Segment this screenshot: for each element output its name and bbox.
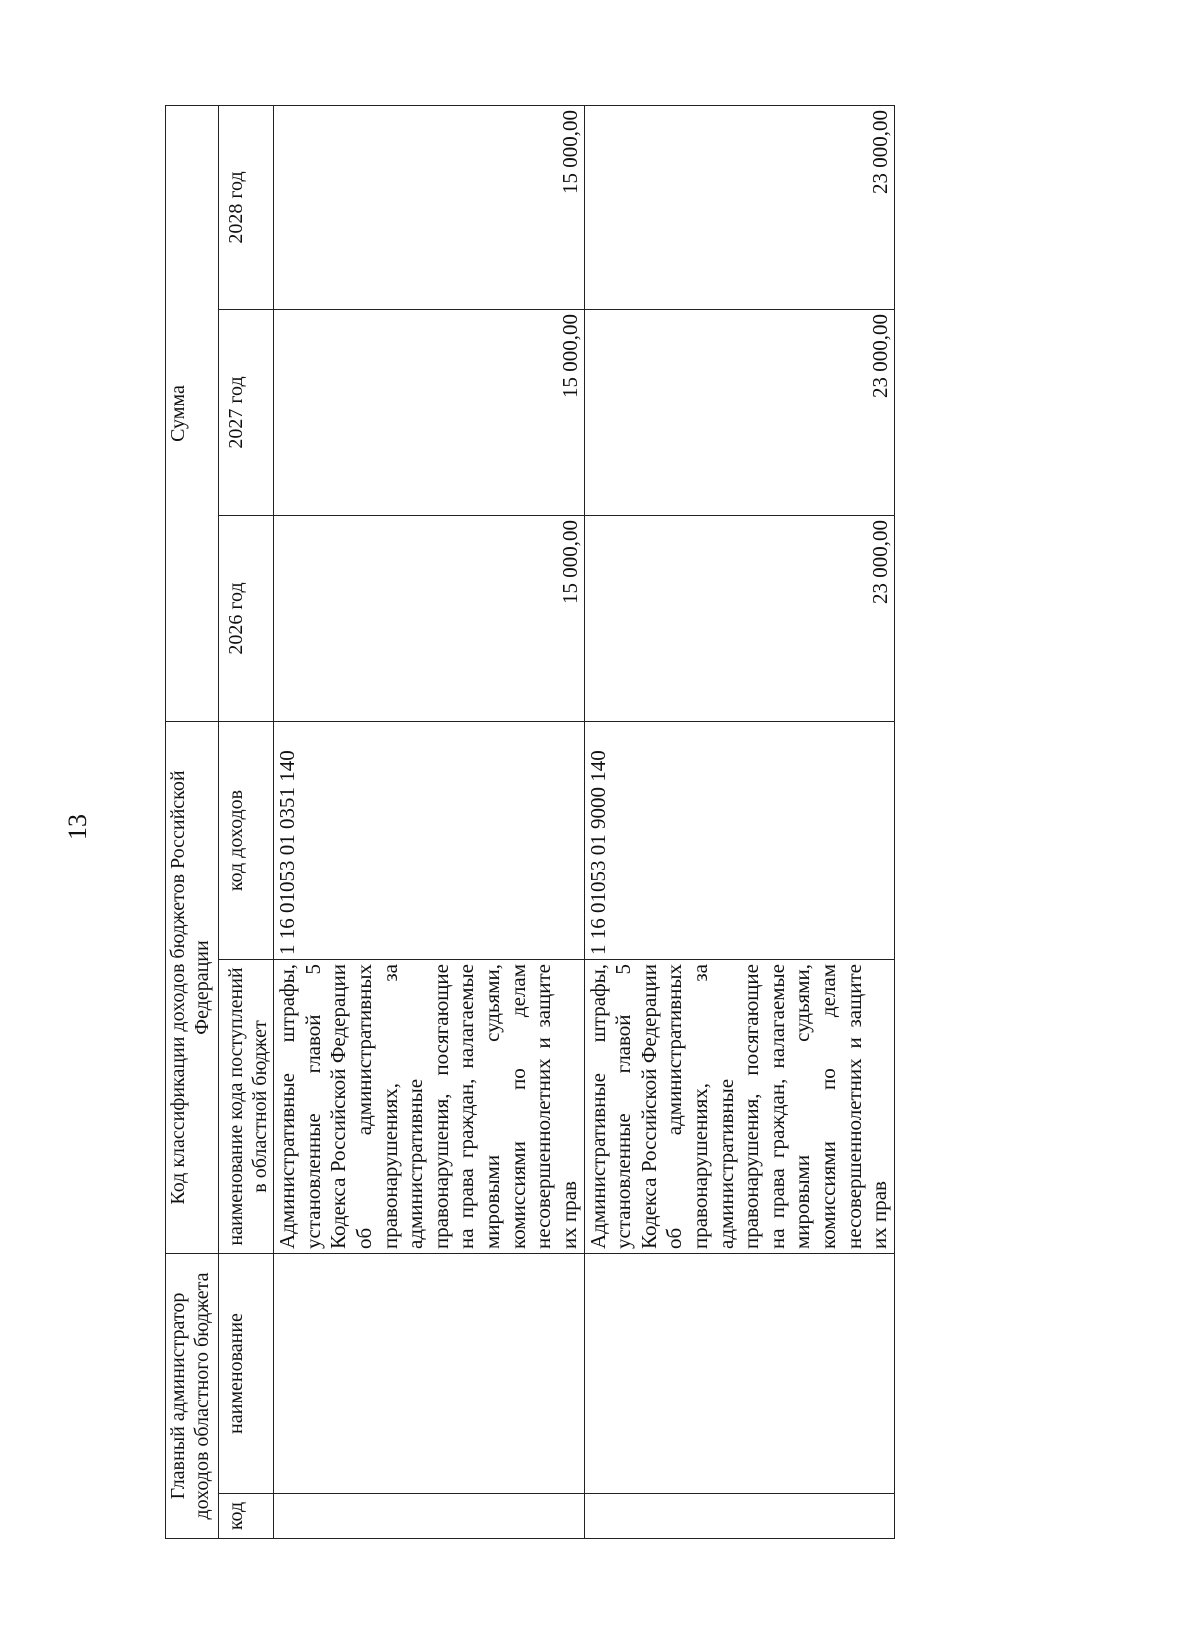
header-col-income-name: наименование кода поступлений в областной бюджет xyxy=(219,960,274,1254)
header-row-columns xyxy=(219,105,274,1538)
table-row xyxy=(584,105,894,1538)
income-name-cell: Административные штрафы, установленные главой 5 Кодекса Российской Федерации об административных правонарушениях, за административные правонарушения, посягающие на права граждан, налагаемые мировыми судьями, комиссиями по делам несовершеннолетних и защите их прав xyxy=(584,960,894,1254)
header-col-income-code: код доходов xyxy=(219,722,274,960)
amount-2027-cell: 15 000,00 xyxy=(274,310,584,516)
amount-2026-cell: 15 000,00 xyxy=(274,516,584,722)
page-number: 13 xyxy=(63,814,92,840)
income-name-cell: Административные штрафы, установленные главой 5 Кодекса Российской Федерации об административных правонарушениях, за административные правонарушения, посягающие на права граждан, налагаемые мировыми судьями, комиссиями по делам несовершеннолетних и защите их прав xyxy=(274,960,584,1254)
header-col-2028: 2028 год xyxy=(219,105,274,309)
amount-2027-cell: 23 000,00 xyxy=(584,310,894,516)
header-classification-group: Код классификации доходов бюджетов Российской Федерации xyxy=(166,722,219,1254)
header-col-2026: 2026 год xyxy=(219,516,274,722)
revenue-table xyxy=(165,105,895,1539)
rotated-table-wrapper xyxy=(165,106,893,1539)
admin-name-cell xyxy=(584,1254,894,1494)
amount-2028-cell: 23 000,00 xyxy=(584,105,894,309)
admin-code-cell xyxy=(274,1494,584,1539)
admin-name-cell xyxy=(274,1254,584,1494)
amount-2028-cell: 15 000,00 xyxy=(274,105,584,309)
admin-code-cell xyxy=(584,1494,894,1539)
table-row xyxy=(274,105,584,1538)
header-sum-group: Сумма xyxy=(166,105,219,721)
income-code-cell: 1 16 01053 01 9000 140 xyxy=(584,722,894,960)
header-row-groups xyxy=(166,105,219,1538)
header-col-name: наименование xyxy=(219,1254,274,1494)
amount-2026-cell: 23 000,00 xyxy=(584,516,894,722)
header-admin-group: Главный администратор доходов областного бюджета xyxy=(166,1254,219,1539)
header-col-2027: 2027 год xyxy=(219,310,274,516)
income-code-cell: 1 16 01053 01 0351 140 xyxy=(274,722,584,960)
header-col-code: код xyxy=(219,1494,274,1539)
